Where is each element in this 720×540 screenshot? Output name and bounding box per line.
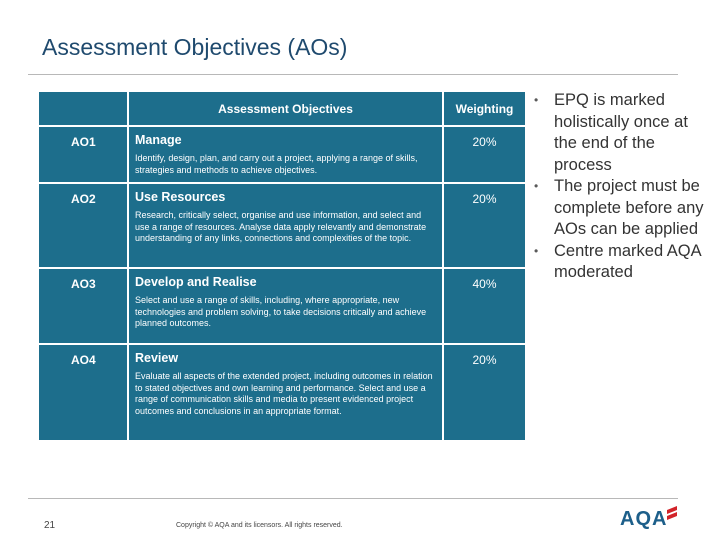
- page-title: Assessment Objectives (AOs): [42, 34, 348, 60]
- ao-code: AO4: [38, 344, 128, 441]
- bullet-icon: •: [534, 179, 539, 193]
- footer-divider: [28, 498, 678, 499]
- table-row: [38, 268, 526, 344]
- logo-accent-icon: [665, 506, 679, 522]
- table-header-row: [38, 91, 526, 126]
- weighting-value: 20%: [443, 344, 526, 441]
- weighting-value: 20%: [443, 126, 526, 183]
- header-code-cell: [38, 91, 128, 126]
- list-item: [534, 241, 714, 284]
- table-row: [38, 126, 526, 183]
- objective-title: Develop and Realise: [135, 275, 257, 289]
- bullet-text: Centre marked AQA moderated: [554, 241, 701, 281]
- logo-text: AQA: [620, 508, 668, 530]
- objective-description: Identify, design, plan, and carry out a project, applying a range of skills, strategies and methods to achieve objectives.: [135, 153, 418, 175]
- table-row: [38, 344, 526, 441]
- ao-code: AO1: [38, 126, 128, 183]
- title-divider: [28, 74, 678, 75]
- objective-description: Evaluate all aspects of the extended project, including outcomes in relation to stated objectives and own learning and performance. Select and use a range of communication skills and media to present evidenced project outcomes and conclusions in an appropriate format.: [135, 371, 433, 416]
- weighting-value: 20%: [443, 183, 526, 268]
- ao-code: AO2: [38, 183, 128, 268]
- objective-cell: [128, 183, 443, 268]
- objective-title: Review: [135, 351, 179, 365]
- objective-title: Manage: [135, 133, 182, 147]
- assessment-objectives-table: [37, 90, 527, 442]
- aqa-logo: [620, 506, 682, 532]
- objective-cell: [128, 268, 443, 344]
- copyright-notice: Copyright © AQA and its licensors. All rights reserved.: [176, 522, 343, 529]
- weighting-value: 40%: [443, 268, 526, 344]
- bullet-text: The project must be complete before any AOs can be applied: [554, 177, 704, 238]
- list-item: [534, 176, 714, 241]
- ao-code: AO3: [38, 268, 128, 344]
- key-points-list: [534, 90, 714, 284]
- objective-description: Research, critically select, organise and use information, and select and use a range of resources. Analyse data apply relevantly and demonstrate understanding of any links, connections and complexities of the topic.: [135, 210, 427, 243]
- page-number: 21: [44, 520, 56, 531]
- bullet-icon: •: [534, 243, 539, 258]
- objective-cell: [128, 344, 443, 441]
- bullet-text: EPQ is marked holistically once at the end of the process: [554, 91, 688, 174]
- header-objectives: Assessment Objectives: [128, 91, 443, 126]
- objective-title: Use Resources: [135, 190, 226, 204]
- objective-cell: [128, 126, 443, 183]
- header-weighting: Weighting: [443, 91, 526, 126]
- list-item: [534, 90, 714, 176]
- objective-description: Select and use a range of skills, including, where appropriate, new technologies and problem solving, to take decisions critically and achieve planned outcomes.: [135, 295, 427, 328]
- table-row: [38, 183, 526, 268]
- bullet-icon: •: [534, 93, 539, 107]
